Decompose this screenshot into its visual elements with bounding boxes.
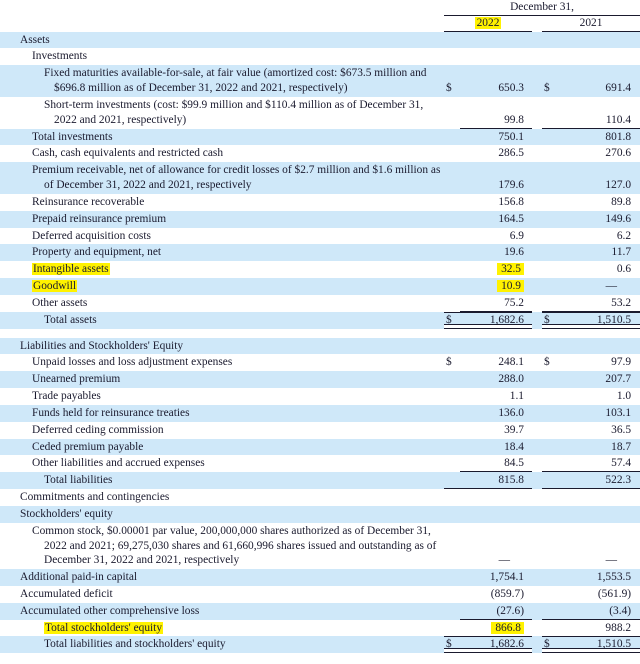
row-value-2021: 149.6 <box>558 211 640 228</box>
row-currency-2021 <box>542 388 558 405</box>
cell-val2 <box>558 32 640 49</box>
row-currency-2022 <box>444 97 460 129</box>
row-currency-2022 <box>444 194 460 211</box>
table-row <box>0 405 640 422</box>
row-value-2021: 11.7 <box>558 244 640 261</box>
row-value-2021: 36.5 <box>558 422 640 439</box>
table-row <box>0 211 640 228</box>
spacer-cell <box>558 329 640 338</box>
cell-gap <box>532 506 542 523</box>
row-currency-2022 <box>444 211 460 228</box>
row-currency-2021 <box>542 371 558 388</box>
section-liabilities-label: Liabilities and Stockholders' Equity <box>0 338 444 355</box>
row-label: Funds held for reinsurance treaties <box>0 405 444 422</box>
row-currency-2022: $ <box>444 65 460 97</box>
row-currency-2022: $ <box>444 636 460 653</box>
row-currency-2022 <box>444 620 460 637</box>
table-row <box>0 295 640 312</box>
row-value-2021: 801.8 <box>558 129 640 146</box>
cell-gap <box>532 569 542 586</box>
row-value-2021: 988.2 <box>558 620 640 637</box>
row-value-2021: 522.3 <box>558 472 640 489</box>
row-label: Additional paid-in capital <box>0 569 444 586</box>
cell-gap <box>532 162 542 194</box>
cell-val1 <box>460 32 532 49</box>
row-currency-2021 <box>542 439 558 456</box>
table-row <box>0 194 640 211</box>
cell-gap <box>532 472 542 489</box>
cell-cur2 <box>542 32 558 49</box>
row-currency-2022 <box>444 422 460 439</box>
row-currency-2021 <box>542 569 558 586</box>
cell-gap <box>532 439 542 456</box>
row-value-2021: 57.4 <box>558 455 640 472</box>
section-commitments-label: Commitments and contingencies <box>0 489 444 506</box>
header-year-current-cell <box>444 16 532 32</box>
section-equity <box>0 506 640 523</box>
cell-gap <box>532 194 542 211</box>
header-period-label: December 31, <box>444 0 640 16</box>
row-label: Property and equipment, net <box>0 244 444 261</box>
row-value-2022: 286.5 <box>460 145 532 162</box>
row-label: Premium receivable, net of allowance for credit losses of $2.7 million and $1.6 million as of December 31, 2022 and 2021, respectively <box>0 162 444 194</box>
row-value-2022: 18.4 <box>460 439 532 456</box>
row-currency-2021 <box>542 295 558 312</box>
row-currency-2021 <box>542 97 558 129</box>
row-currency-2022: $ <box>444 354 460 371</box>
row-value-2022: 1,754.1 <box>460 569 532 586</box>
cell-cur1 <box>444 338 460 355</box>
cell-cur2 <box>542 48 558 65</box>
cell-val1 <box>460 489 532 506</box>
section-investments-label: Investments <box>0 48 444 65</box>
row-label: Other assets <box>0 295 444 312</box>
table-row-total <box>0 472 640 489</box>
row-value-2021: 53.2 <box>558 295 640 312</box>
row-value-2022: 10.9 <box>460 278 532 295</box>
row-value-2021: — <box>558 278 640 295</box>
section-investments <box>0 48 640 65</box>
row-currency-2022 <box>444 145 460 162</box>
row-value-2022: 19.6 <box>460 244 532 261</box>
row-currency-2021: $ <box>542 65 558 97</box>
row-currency-2021 <box>542 278 558 295</box>
row-currency-2021 <box>542 129 558 146</box>
row-value-2021: (3.4) <box>558 603 640 620</box>
row-currency-2021 <box>542 244 558 261</box>
cell-val1 <box>460 506 532 523</box>
row-currency-2022 <box>444 569 460 586</box>
cell-gap <box>532 32 542 49</box>
cell-val1 <box>460 48 532 65</box>
cell-gap <box>532 422 542 439</box>
section-assets-label: Assets <box>0 32 444 49</box>
row-value-2022: 866.8 <box>460 620 532 637</box>
row-currency-2022 <box>444 603 460 620</box>
row-value-2022: 32.5 <box>460 261 532 278</box>
table-row <box>0 455 640 472</box>
row-value-2021: 1,510.5 <box>558 312 640 329</box>
table-row-total <box>0 620 640 637</box>
row-currency-2021 <box>542 261 558 278</box>
row-value-2022: 75.2 <box>460 295 532 312</box>
header-period-row <box>0 0 640 16</box>
row-label: Common stock, $0.00001 par value, 200,000,000 shares authorized as of December 31, 2022 and 2021; 69,275,030 shares and 61,660,996 shares issued and outstanding as of December 31, 2022 and 2021, respectively <box>0 523 444 569</box>
section-commitments <box>0 489 640 506</box>
cell-val2 <box>558 489 640 506</box>
row-currency-2022 <box>444 388 460 405</box>
row-currency-2021 <box>542 586 558 603</box>
cell-cur2 <box>542 338 558 355</box>
cell-gap <box>532 278 542 295</box>
section-liabilities <box>0 338 640 355</box>
row-value-2022: 248.1 <box>460 354 532 371</box>
cell-gap <box>532 354 542 371</box>
table-row-total <box>0 312 640 329</box>
row-label: Unearned premium <box>0 371 444 388</box>
row-label: Total liabilities and stockholders' equity <box>0 636 444 653</box>
row-label: Intangible assets <box>0 261 444 278</box>
row-value-2022: 288.0 <box>460 371 532 388</box>
row-value-2022: 179.6 <box>460 162 532 194</box>
cell-gap <box>532 145 542 162</box>
row-currency-2021 <box>542 228 558 245</box>
row-value-2022: 84.5 <box>460 455 532 472</box>
row-label: Total assets <box>0 312 444 329</box>
table-row <box>0 523 640 569</box>
table-row <box>0 97 640 129</box>
table-row <box>0 261 640 278</box>
cell-gap <box>532 295 542 312</box>
row-currency-2021 <box>542 422 558 439</box>
row-value-2021: — <box>558 523 640 569</box>
row-label: Reinsurance recoverable <box>0 194 444 211</box>
table-row <box>0 388 640 405</box>
row-value-2021: 1,510.5 <box>558 636 640 653</box>
cell-gap <box>532 261 542 278</box>
row-currency-2021 <box>542 523 558 569</box>
table-row <box>0 162 640 194</box>
row-currency-2022 <box>444 228 460 245</box>
row-label: Total stockholders' equity <box>0 620 444 637</box>
row-currency-2021 <box>542 211 558 228</box>
table-row <box>0 145 640 162</box>
cell-gap <box>532 489 542 506</box>
row-currency-2021 <box>542 145 558 162</box>
row-currency-2022 <box>444 523 460 569</box>
header-spacer <box>0 0 444 16</box>
row-value-2022: 750.1 <box>460 129 532 146</box>
row-label: Ceded premium payable <box>0 439 444 456</box>
row-currency-2021 <box>542 472 558 489</box>
row-label: Deferred acquisition costs <box>0 228 444 245</box>
row-value-2022: — <box>460 523 532 569</box>
row-value-2022: 6.9 <box>460 228 532 245</box>
row-currency-2022 <box>444 405 460 422</box>
table-row <box>0 129 640 146</box>
table-row <box>0 65 640 97</box>
row-value-2022: 156.8 <box>460 194 532 211</box>
cell-gap <box>532 603 542 620</box>
row-label: Other liabilities and accrued expenses <box>0 455 444 472</box>
row-value-2022: 650.3 <box>460 65 532 97</box>
table-row <box>0 354 640 371</box>
row-value-2022: 1,682.6 <box>460 636 532 653</box>
row-label: Fixed maturities available-for-sale, at fair value (amortized cost: $673.5 million and $696.8 million as of December 31, 2022 and 2021, respectively) <box>0 65 444 97</box>
row-value-2022: 1.1 <box>460 388 532 405</box>
row-value-2022: (859.7) <box>460 586 532 603</box>
row-label: Goodwill <box>0 278 444 295</box>
table-row-total <box>0 636 640 653</box>
row-currency-2021: $ <box>542 354 558 371</box>
section-spacer <box>0 329 640 338</box>
row-value-2021: 18.7 <box>558 439 640 456</box>
section-equity-label: Stockholders' equity <box>0 506 444 523</box>
row-value-2022: 815.8 <box>460 472 532 489</box>
row-label: Total liabilities <box>0 472 444 489</box>
table-row <box>0 569 640 586</box>
cell-gap <box>532 211 542 228</box>
row-value-2021: 103.1 <box>558 405 640 422</box>
row-value-2021: 97.9 <box>558 354 640 371</box>
cell-gap <box>532 523 542 569</box>
row-value-2022: 164.5 <box>460 211 532 228</box>
cell-cur2 <box>542 506 558 523</box>
cell-gap <box>532 244 542 261</box>
row-value-2022: 1,682.6 <box>460 312 532 329</box>
cell-gap <box>532 620 542 637</box>
row-value-2021: 0.6 <box>558 261 640 278</box>
row-value-2022: (27.6) <box>460 603 532 620</box>
cell-val2 <box>558 338 640 355</box>
table-row <box>0 228 640 245</box>
cell-val2 <box>558 506 640 523</box>
row-currency-2021 <box>542 455 558 472</box>
row-currency-2021 <box>542 603 558 620</box>
cell-gap <box>532 371 542 388</box>
spacer-cell <box>542 329 558 338</box>
row-label: Short-term investments (cost: $99.9 million and $110.4 million as of December 31, 2022 and 2021, respectively) <box>0 97 444 129</box>
row-value-2021: 1,553.5 <box>558 569 640 586</box>
section-assets <box>0 32 640 49</box>
row-currency-2021: $ <box>542 312 558 329</box>
cell-val2 <box>558 48 640 65</box>
header-spacer-2 <box>0 16 444 32</box>
cell-val1 <box>460 338 532 355</box>
row-value-2022: 99.8 <box>460 97 532 129</box>
spacer-cell <box>0 329 444 338</box>
row-value-2021: 207.7 <box>558 371 640 388</box>
cell-gap <box>532 338 542 355</box>
row-currency-2021: $ <box>542 636 558 653</box>
row-currency-2022 <box>444 129 460 146</box>
row-value-2022: 136.0 <box>460 405 532 422</box>
cell-gap <box>532 48 542 65</box>
row-currency-2022 <box>444 244 460 261</box>
row-currency-2021 <box>542 162 558 194</box>
row-currency-2022 <box>444 278 460 295</box>
header-year-current: 2022 <box>476 16 500 29</box>
row-label: Unpaid losses and loss adjustment expenses <box>0 354 444 371</box>
table-row <box>0 439 640 456</box>
row-value-2021: (561.9) <box>558 586 640 603</box>
row-currency-2022 <box>444 455 460 472</box>
cell-cur1 <box>444 32 460 49</box>
spacer-cell <box>460 329 532 338</box>
row-value-2021: 270.6 <box>558 145 640 162</box>
row-label: Deferred ceding commission <box>0 422 444 439</box>
table-row <box>0 603 640 620</box>
row-label: Accumulated deficit <box>0 586 444 603</box>
cell-gap <box>532 97 542 129</box>
row-value-2021: 6.2 <box>558 228 640 245</box>
table-row <box>0 278 640 295</box>
cell-gap <box>532 228 542 245</box>
table-row <box>0 244 640 261</box>
cell-gap <box>532 455 542 472</box>
cell-cur1 <box>444 506 460 523</box>
row-value-2021: 691.4 <box>558 65 640 97</box>
row-currency-2022 <box>444 261 460 278</box>
row-value-2021: 127.0 <box>558 162 640 194</box>
cell-cur1 <box>444 489 460 506</box>
row-label: Accumulated other comprehensive loss <box>0 603 444 620</box>
header-year-prior: 2021 <box>542 16 640 32</box>
row-currency-2021 <box>542 620 558 637</box>
row-value-2021: 110.4 <box>558 97 640 129</box>
row-label: Cash, cash equivalents and restricted cash <box>0 145 444 162</box>
row-currency-2022 <box>444 439 460 456</box>
row-label: Prepaid reinsurance premium <box>0 211 444 228</box>
row-currency-2021 <box>542 405 558 422</box>
row-currency-2022 <box>444 371 460 388</box>
cell-cur1 <box>444 48 460 65</box>
table-row <box>0 422 640 439</box>
cell-gap <box>532 405 542 422</box>
row-value-2021: 89.8 <box>558 194 640 211</box>
row-currency-2022 <box>444 295 460 312</box>
cell-gap <box>532 129 542 146</box>
spacer-cell <box>444 329 460 338</box>
row-currency-2022 <box>444 472 460 489</box>
row-currency-2022 <box>444 586 460 603</box>
row-currency-2021 <box>542 194 558 211</box>
row-currency-2022 <box>444 162 460 194</box>
row-label: Total investments <box>0 129 444 146</box>
row-value-2022: 39.7 <box>460 422 532 439</box>
row-value-2021: 1.0 <box>558 388 640 405</box>
cell-cur2 <box>542 489 558 506</box>
row-currency-2022: $ <box>444 312 460 329</box>
table-row <box>0 586 640 603</box>
header-gap <box>532 16 542 32</box>
cell-gap <box>532 388 542 405</box>
header-year-row <box>0 16 640 32</box>
row-label: Trade payables <box>0 388 444 405</box>
cell-gap <box>532 586 542 603</box>
spacer-cell <box>532 329 542 338</box>
table-row <box>0 371 640 388</box>
cell-gap <box>532 65 542 97</box>
cell-gap <box>532 636 542 653</box>
cell-gap <box>532 312 542 329</box>
